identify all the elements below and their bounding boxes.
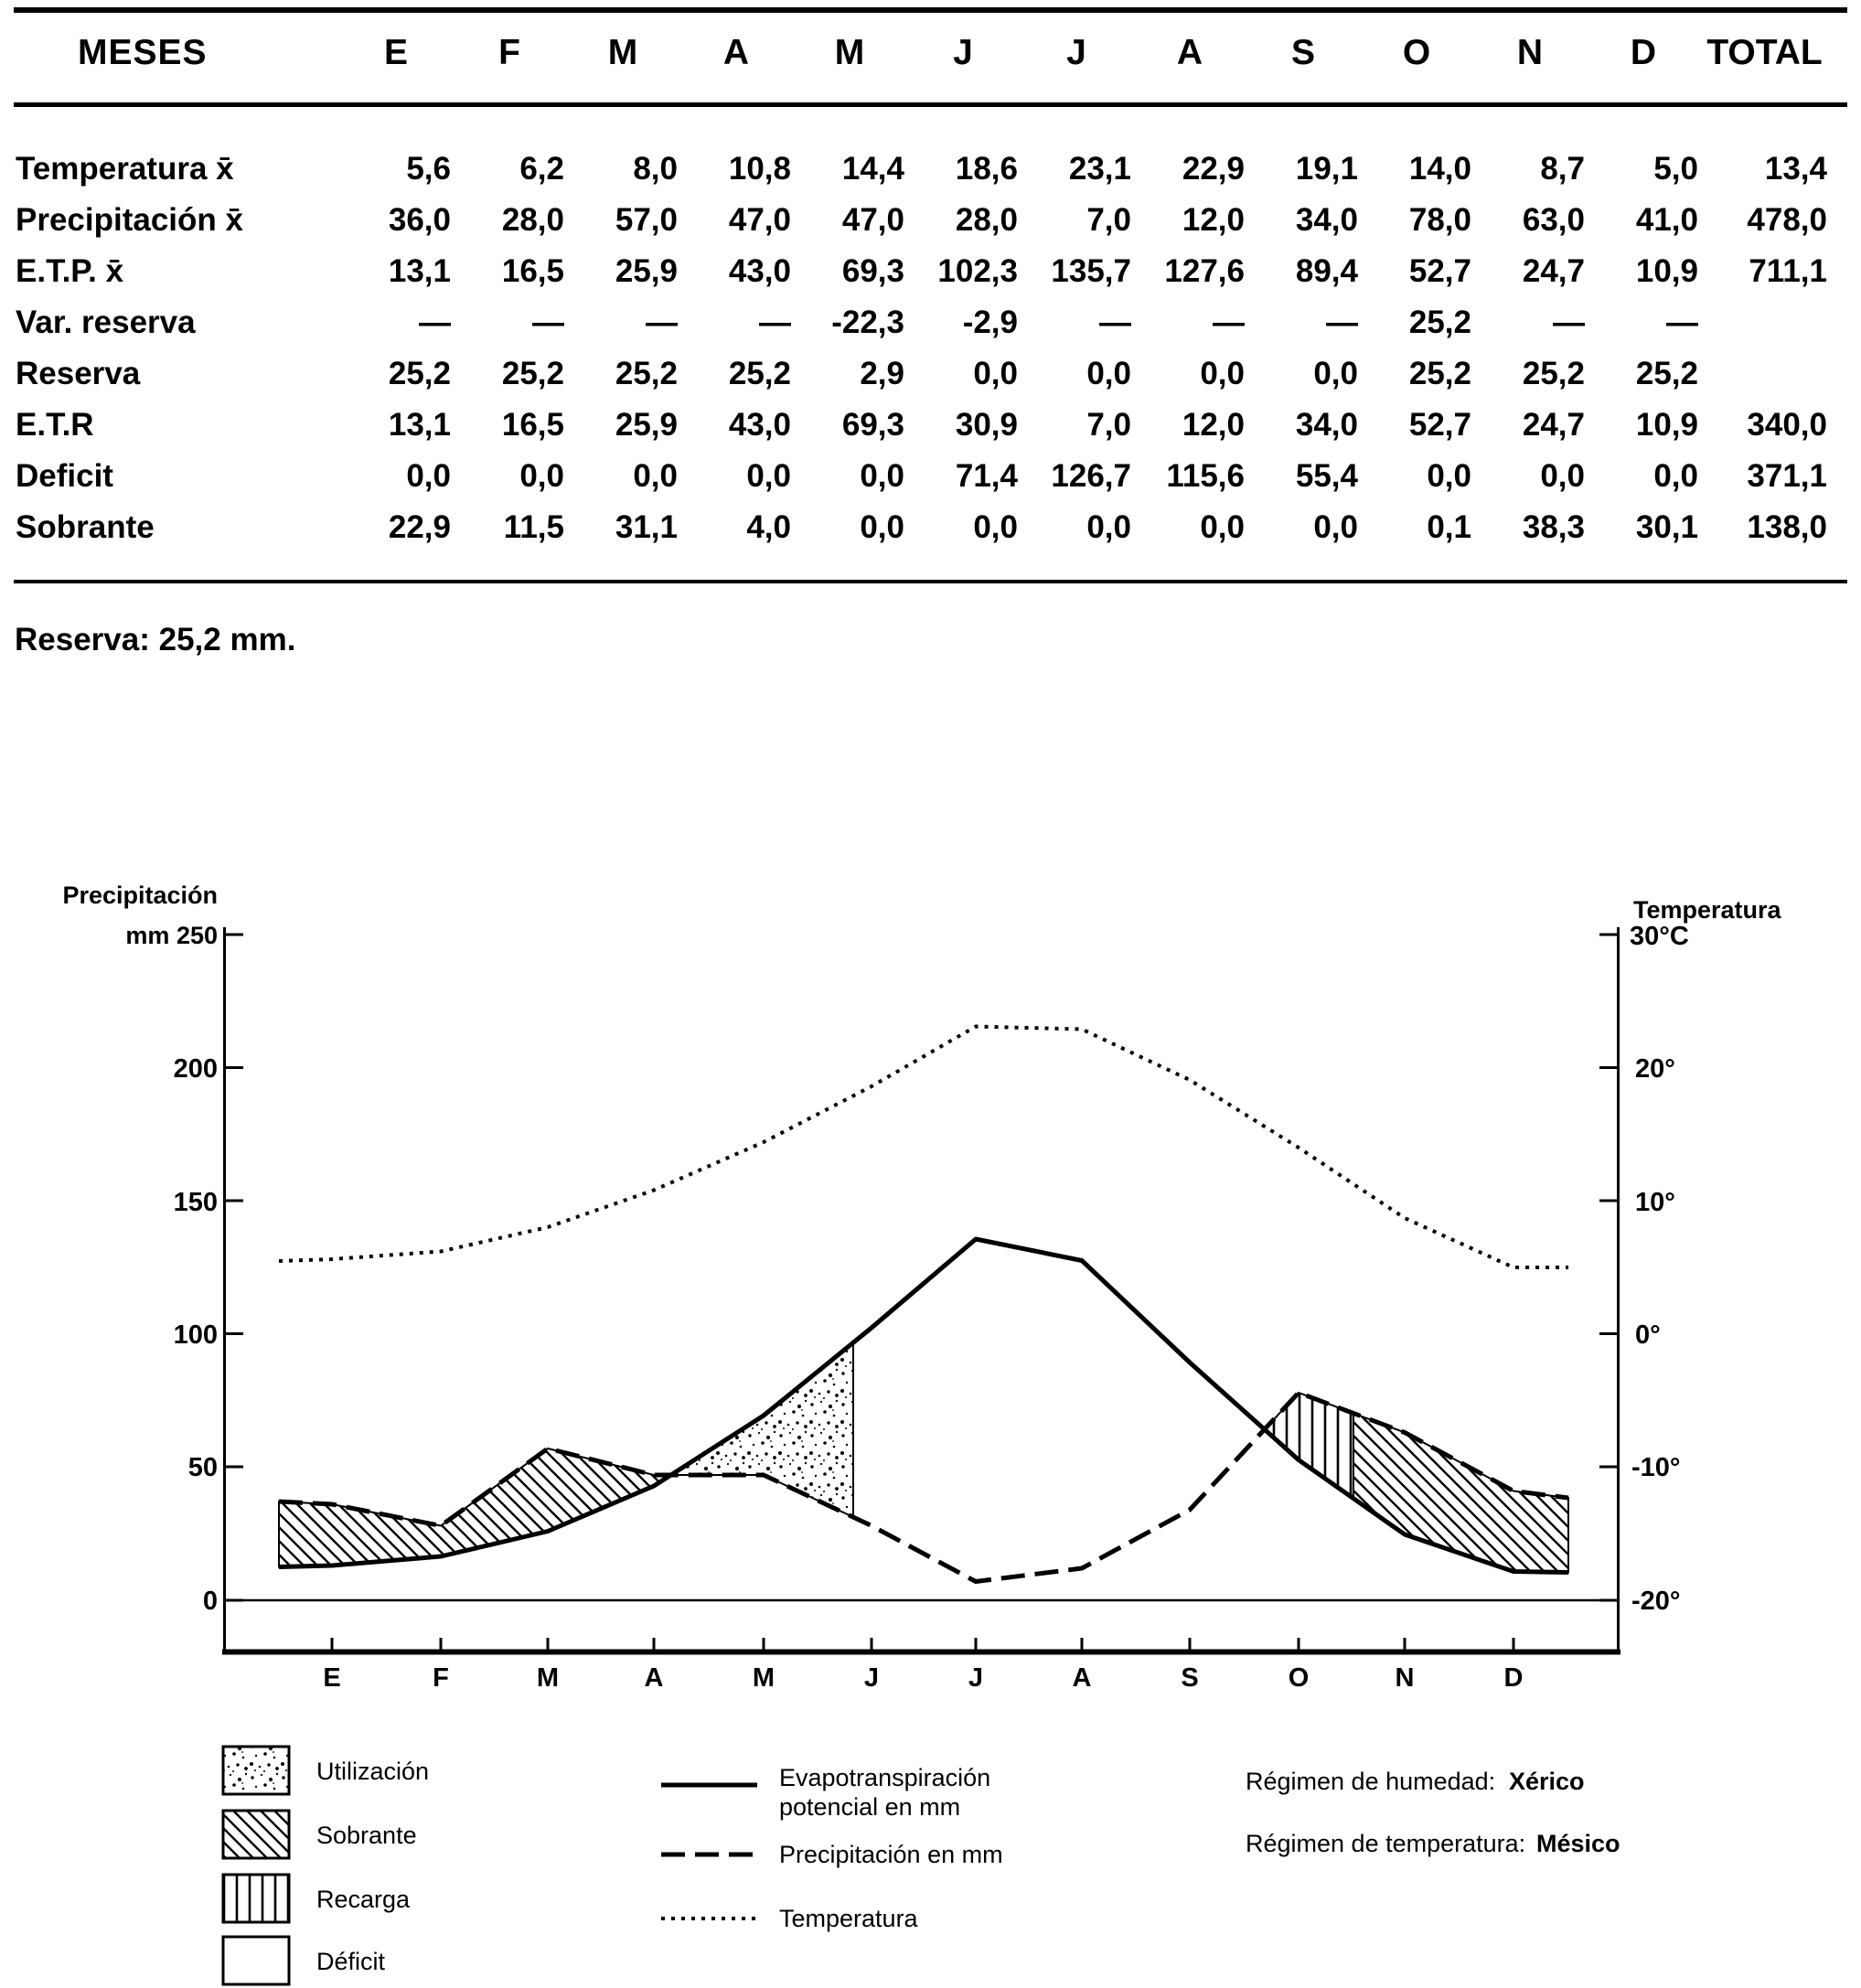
table-cell-total: 13,4 bbox=[1764, 151, 1827, 187]
table-cell: — bbox=[759, 305, 791, 340]
table-cell: 57,0 bbox=[615, 202, 678, 238]
table-cell: 25,2 bbox=[1408, 305, 1471, 340]
table-cell: 2,9 bbox=[860, 356, 904, 391]
month-label: O bbox=[1288, 1663, 1310, 1693]
table-cell: — bbox=[1099, 305, 1131, 340]
right-tick-label: -10° bbox=[1631, 1453, 1681, 1482]
table-cell: — bbox=[1326, 305, 1358, 340]
table-cell: 25,9 bbox=[615, 407, 678, 443]
table-cell: 14,0 bbox=[1408, 151, 1471, 187]
table-cell: 28,0 bbox=[501, 202, 564, 238]
left-tick-label: 50 bbox=[187, 1453, 218, 1482]
table-cell: 0,1 bbox=[1427, 509, 1471, 545]
table-cell: 47,0 bbox=[728, 202, 791, 238]
table-header-month: S bbox=[1290, 33, 1315, 72]
humidity-regime-value: Xérico bbox=[1509, 1768, 1585, 1795]
table-cell-total: 138,0 bbox=[1747, 509, 1827, 545]
month-label: M bbox=[536, 1663, 560, 1693]
table-header-month: D bbox=[1630, 33, 1657, 72]
month-label: J bbox=[968, 1663, 984, 1693]
month-ticks bbox=[332, 1638, 1513, 1650]
table-cell: 19,1 bbox=[1295, 151, 1358, 187]
table-cell: 63,0 bbox=[1522, 202, 1585, 238]
table-header-month: A bbox=[1176, 33, 1203, 72]
table-cell: 25,2 bbox=[388, 356, 451, 391]
table-cell: 89,4 bbox=[1295, 253, 1358, 289]
table-header-month: A bbox=[722, 33, 750, 72]
left-axis-subtitle: mm 250 bbox=[125, 922, 218, 949]
reserva-note: Reserva: 25,2 mm. bbox=[15, 622, 296, 657]
row-label: Sobrante bbox=[16, 509, 155, 545]
table-cell: 7,0 bbox=[1086, 407, 1131, 443]
table-cell: 10,9 bbox=[1635, 407, 1698, 443]
month-label: N bbox=[1395, 1663, 1415, 1693]
table-cell: -2,9 bbox=[962, 305, 1018, 340]
table-cell-total: 711,1 bbox=[1749, 253, 1827, 289]
table-cell-total: 340,0 bbox=[1747, 407, 1827, 443]
row-label: Deficit bbox=[16, 458, 113, 494]
table-cell: 18,6 bbox=[955, 151, 1018, 187]
table-cell: 38,3 bbox=[1522, 509, 1585, 545]
table-cell: 14,4 bbox=[841, 151, 904, 187]
left-axis-title: Precipitación bbox=[62, 882, 218, 909]
table-cell: 13,1 bbox=[388, 407, 451, 443]
table-cell: — bbox=[646, 305, 678, 340]
table-cell: 0,0 bbox=[633, 458, 678, 494]
table-cell: 8,0 bbox=[633, 151, 678, 187]
table-cell: 115,6 bbox=[1166, 458, 1245, 494]
table-cell: 43,0 bbox=[728, 407, 791, 443]
table-cell: — bbox=[419, 305, 451, 340]
table-cell: 69,3 bbox=[841, 253, 904, 289]
table-cell: 25,2 bbox=[1635, 356, 1698, 391]
table-cell: 0,0 bbox=[1427, 458, 1471, 494]
table-header-month: N bbox=[1516, 33, 1544, 72]
table-cell: 25,2 bbox=[615, 356, 678, 391]
legend-label-precipitation: Precipitación en mm bbox=[779, 1841, 1003, 1868]
month-label: S bbox=[1181, 1663, 1199, 1693]
humidity-regime-label: Régimen de humedad: bbox=[1246, 1768, 1496, 1795]
table-cell: 0,0 bbox=[519, 458, 564, 494]
table-cell: 0,0 bbox=[1540, 458, 1585, 494]
table-cell: 0,0 bbox=[1086, 509, 1131, 545]
table-cell: 22,9 bbox=[388, 509, 451, 545]
table-header-month: E bbox=[383, 33, 408, 72]
table-cell: 36,0 bbox=[388, 202, 451, 238]
table-cell: -22,3 bbox=[831, 305, 904, 340]
table-cell: 34,0 bbox=[1295, 407, 1358, 443]
table-cell: 28,0 bbox=[955, 202, 1018, 238]
table-cell: 30,1 bbox=[1635, 509, 1698, 545]
table-cell: 30,9 bbox=[955, 407, 1018, 443]
table-cell: 4,0 bbox=[746, 509, 791, 545]
left-axis-ticks bbox=[224, 935, 243, 1600]
table-cell: 16,5 bbox=[501, 407, 564, 443]
table-cell: 24,7 bbox=[1522, 407, 1585, 443]
legend-label-deficit: Déficit bbox=[316, 1948, 386, 1975]
right-tick-label: 20° bbox=[1635, 1054, 1675, 1084]
table-cell: — bbox=[1213, 305, 1245, 340]
table-cell: 0,0 bbox=[973, 356, 1018, 391]
table-cell: 0,0 bbox=[1653, 458, 1698, 494]
table-cell: 41,0 bbox=[1635, 202, 1698, 238]
temperature-regime-value: Mésico bbox=[1536, 1830, 1620, 1857]
row-label: Precipitación x̄ bbox=[16, 202, 243, 238]
table-cell: 55,4 bbox=[1295, 458, 1358, 494]
table-cell: 127,6 bbox=[1164, 253, 1245, 289]
recarga-swatch bbox=[223, 1875, 289, 1922]
table-cell: 0,0 bbox=[1086, 356, 1131, 391]
legend-label-utilizacion: Utilización bbox=[316, 1758, 430, 1785]
month-label: F bbox=[433, 1663, 449, 1693]
table-cell: 0,0 bbox=[973, 509, 1018, 545]
table-cell: 25,9 bbox=[615, 253, 678, 289]
table-cell: 52,7 bbox=[1408, 407, 1471, 443]
month-label: E bbox=[323, 1663, 341, 1693]
table-cell: 0,0 bbox=[1313, 356, 1358, 391]
right-axis-subtitle: 30°C bbox=[1630, 922, 1689, 951]
right-tick-label: 0° bbox=[1635, 1320, 1661, 1350]
table-cell: 10,8 bbox=[728, 151, 791, 187]
table-cell: 69,3 bbox=[841, 407, 904, 443]
table-cell: 78,0 bbox=[1408, 202, 1471, 238]
table-cell: 43,0 bbox=[728, 253, 791, 289]
legend-label-etp-line2: potencial en mm bbox=[779, 1793, 961, 1821]
month-label: D bbox=[1503, 1663, 1524, 1693]
table-cell: 25,2 bbox=[1408, 356, 1471, 391]
left-tick-label: 0 bbox=[202, 1587, 218, 1616]
table-cell: 23,1 bbox=[1068, 151, 1131, 187]
temperature-regime-label: Régimen de temperatura: bbox=[1246, 1830, 1526, 1857]
right-tick-label: -20° bbox=[1631, 1587, 1681, 1616]
table-cell: 0,0 bbox=[860, 458, 904, 494]
table-cell-total: 371,1 bbox=[1747, 458, 1827, 494]
table-header-month: O bbox=[1402, 33, 1431, 72]
row-label: Var. reserva bbox=[16, 305, 196, 340]
table-header-month: M bbox=[834, 33, 865, 72]
table-cell: 5,0 bbox=[1653, 151, 1698, 187]
table-cell: 24,7 bbox=[1522, 253, 1585, 289]
table-cell: 6,2 bbox=[519, 151, 564, 187]
table-cell: — bbox=[1553, 305, 1585, 340]
row-label: Temperatura x̄ bbox=[16, 151, 234, 187]
table-cell: 16,5 bbox=[501, 253, 564, 289]
table-header-month: J bbox=[953, 33, 973, 72]
row-label: E.T.P. x̄ bbox=[16, 253, 124, 289]
month-label: A bbox=[1072, 1663, 1092, 1693]
left-tick-label: 200 bbox=[173, 1054, 218, 1084]
table-cell: 0,0 bbox=[746, 458, 791, 494]
legend-label-recarga: Recarga bbox=[316, 1886, 411, 1913]
legend-label-temperature: Temperatura bbox=[779, 1905, 918, 1932]
month-label: A bbox=[644, 1663, 664, 1693]
utilizacion-swatch bbox=[223, 1747, 289, 1794]
table-header-month: J bbox=[1066, 33, 1086, 72]
legend-label-sobrante: Sobrante bbox=[316, 1822, 417, 1849]
table-cell: 31,1 bbox=[615, 509, 678, 545]
left-tick-label: 150 bbox=[173, 1188, 218, 1217]
temperature-curve bbox=[279, 1027, 1568, 1268]
table-cell: 47,0 bbox=[841, 202, 904, 238]
table-cell: 0,0 bbox=[1200, 509, 1245, 545]
table-header-month: F bbox=[498, 33, 520, 72]
table-cell: 8,7 bbox=[1540, 151, 1585, 187]
left-tick-label: 100 bbox=[173, 1320, 218, 1350]
utilizacion-area bbox=[670, 1343, 853, 1518]
table-cell-total: 478,0 bbox=[1747, 202, 1827, 238]
table-header-meses: MESES bbox=[78, 33, 208, 72]
table-header-total: TOTAL bbox=[1706, 33, 1823, 72]
table-cell: 10,9 bbox=[1635, 253, 1698, 289]
table-cell: 25,2 bbox=[1522, 356, 1585, 391]
table-cell: 13,1 bbox=[388, 253, 451, 289]
table-cell: 22,9 bbox=[1182, 151, 1245, 187]
table-cell: 7,0 bbox=[1086, 202, 1131, 238]
right-axis-title: Temperatura bbox=[1633, 896, 1781, 924]
table-cell: 0,0 bbox=[860, 509, 904, 545]
table-cell: 102,3 bbox=[937, 253, 1018, 289]
table-cell: 0,0 bbox=[1313, 509, 1358, 545]
table-cell: 52,7 bbox=[1408, 253, 1471, 289]
table-cell: — bbox=[1666, 305, 1698, 340]
deficit-swatch bbox=[223, 1937, 289, 1984]
table-cell: 0,0 bbox=[1200, 356, 1245, 391]
table-cell: 0,0 bbox=[406, 458, 451, 494]
table-cell: 135,7 bbox=[1051, 253, 1131, 289]
table-cell: 25,2 bbox=[728, 356, 791, 391]
table-cell: 34,0 bbox=[1295, 202, 1358, 238]
row-label: Reserva bbox=[16, 356, 141, 391]
table-cell: 11,5 bbox=[503, 509, 564, 545]
right-tick-label: 10° bbox=[1635, 1188, 1675, 1217]
table-cell: 71,4 bbox=[955, 458, 1018, 494]
right-axis-ticks bbox=[1599, 935, 1619, 1600]
table-header-month: M bbox=[607, 33, 638, 72]
legend-label-etp-line1: Evapotranspiración bbox=[779, 1764, 991, 1791]
table-cell: 25,2 bbox=[501, 356, 564, 391]
table-cell: 12,0 bbox=[1182, 202, 1245, 238]
table-cell: 5,6 bbox=[406, 151, 451, 187]
table-cell: 12,0 bbox=[1182, 407, 1245, 443]
row-label: E.T.R bbox=[16, 407, 94, 443]
table-cell: 126,7 bbox=[1051, 458, 1131, 494]
sobrante-swatch bbox=[223, 1811, 289, 1858]
month-label: M bbox=[752, 1663, 775, 1693]
month-label: J bbox=[863, 1663, 880, 1693]
table-cell: — bbox=[532, 305, 564, 340]
